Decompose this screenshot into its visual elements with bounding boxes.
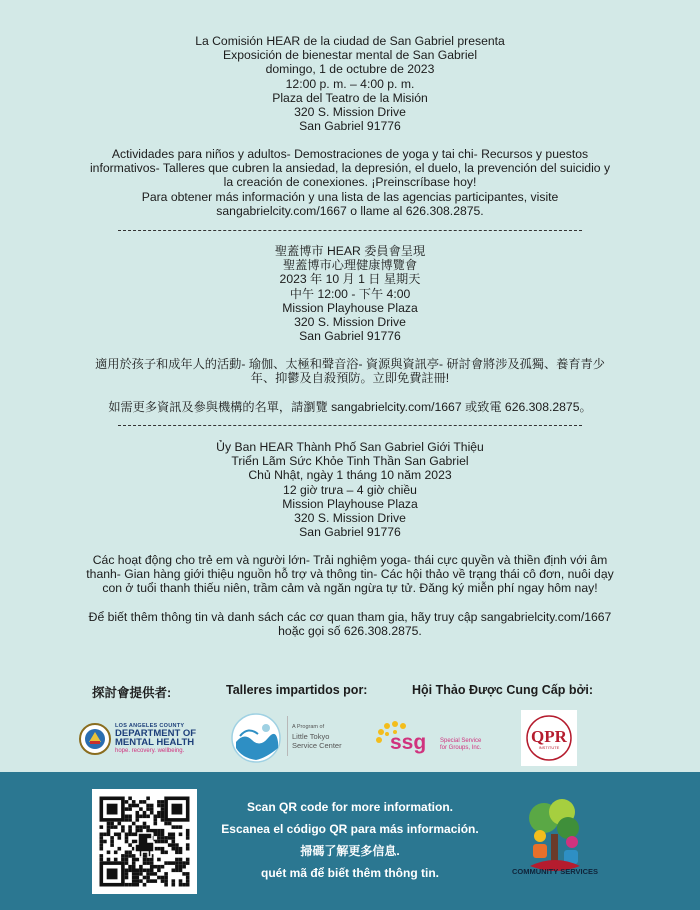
chinese-line: 320 S. Mission Drive: [294, 315, 406, 330]
ssg-wordmark: ssg: [390, 731, 427, 754]
footer-line-english: Scan QR code for more information.: [246, 800, 454, 814]
vietnamese-line: con ở tuổi thanh thiếu niên, trầm cảm và ngăn ngừa tự tử. Đăng ký miễn phí ngay hôm nay!: [102, 581, 598, 596]
spanish-line: Actividades para niños y adultos- Demostraciones de yoga y tai chi- Recursos y puestos: [111, 147, 589, 161]
ltsc-divider: [287, 716, 288, 756]
chinese-line: 聖蓋博市 HEAR 委員會呈現: [274, 244, 426, 258]
chinese-event-body: [0, 357, 700, 385]
vietnamese-line: Ủy Ban HEAR Thành Phố San Gabriel Giới Thiệu: [216, 440, 484, 454]
spanish-line: Plaza del Teatro de la Misión: [272, 90, 428, 105]
credit-label-chinese: 探討會提供者:: [92, 686, 172, 700]
chinese-line: 中午 12:00 - 下午 4:00: [289, 286, 411, 301]
spanish-line: informativos- Talleres que cubren la ansiedad, la depresión, el duelo, la prevención del suicidio y: [89, 161, 611, 176]
spanish-event-body: [0, 147, 700, 218]
dmh-logo: [78, 718, 213, 760]
vietnamese-line: 320 S. Mission Drive: [294, 511, 406, 526]
ltsc-name-line2: Service Center: [292, 741, 342, 750]
spanish-event-header: [0, 34, 700, 133]
qpr-logo: [521, 710, 577, 766]
chinese-line: 聖蓋博市心理健康博覽會: [282, 258, 418, 273]
vietnamese-line: hoặc gọi số 626.308.2875.: [278, 624, 422, 639]
chinese-more-info: [0, 400, 700, 414]
dmh-name-line2: MENTAL HEALTH: [115, 737, 195, 748]
vietnamese-line: Để biết thêm thông tin và danh sách các cơ quan tham gia, hãy truy cập sangabrielcity.com/1667: [88, 610, 612, 624]
footer-line-vietnamese: quét mã để biết thêm thông tin.: [261, 866, 439, 880]
ltsc-program-of: A Program of: [292, 724, 325, 730]
vietnamese-line: Mission Playhouse Plaza: [282, 496, 418, 511]
qpr-wordmark: QPR: [531, 727, 567, 746]
credit-label-spanish: Talleres impartidos por:: [226, 683, 368, 697]
ltsc-name-line1: Little Tokyo: [292, 732, 330, 741]
spanish-line: La Comisión HEAR de la ciudad de San Gabriel presenta: [195, 34, 505, 48]
qpr-institute: INSTITUTE: [538, 745, 560, 750]
chinese-line: San Gabriel 91776: [299, 329, 401, 344]
vietnamese-event-body: [0, 553, 700, 596]
chinese-line: 年、抑鬱及自殺預防。立即免費註冊!: [250, 371, 450, 386]
qr-code-icon: [92, 789, 197, 894]
footer-line-spanish: Escanea el código QR para más información.: [221, 822, 479, 836]
dashed-divider: [118, 425, 582, 426]
vietnamese-line: Chủ Nhật, ngày 1 tháng 10 năm 2023: [248, 468, 452, 483]
vietnamese-line: Các hoạt động cho trẻ em và người lớn- Trải nghiệm yoga- thái cực quyền và thiền định với âm: [92, 553, 608, 567]
dmh-tagline: hope. recovery. wellbeing.: [115, 748, 185, 754]
chinese-line: 2023 年 10 月 1 日 星期天: [279, 272, 421, 287]
wave-circle-icon: [230, 712, 282, 764]
spanish-line: 320 S. Mission Drive: [294, 105, 406, 120]
community-services-logo: [500, 796, 610, 906]
spanish-line: 12:00 p. m. – 4:00 p. m.: [285, 76, 415, 91]
vietnamese-line: 12 giờ trưa – 4 giờ chiều: [283, 482, 417, 497]
dashed-divider: [118, 230, 582, 231]
vietnamese-line: San Gabriel 91776: [299, 525, 401, 540]
ssg-logo: [375, 720, 500, 760]
county-seal-icon: [78, 722, 112, 756]
footer-instructions: [200, 796, 500, 884]
dmh-name-line1: DEPARTMENT OF: [115, 728, 197, 739]
vietnamese-more-info: [0, 610, 700, 638]
vietnamese-event-header: [0, 440, 700, 539]
qr-code[interactable]: [92, 789, 197, 894]
spanish-line: Para obtener más información y una lista de las agencias participantes, visite: [141, 189, 559, 204]
footer-bar: [0, 772, 700, 910]
chinese-line: 適用於孩子和成年人的活動- 瑜伽、太極和聲音浴- 資源與資訊亭- 研討會將涉及孤獨、養育青少: [95, 357, 605, 371]
ssg-name-line1: Special Service: [440, 738, 482, 744]
ltsc-logo: [230, 712, 360, 764]
dmh-county-text: LOS ANGELES COUNTY: [115, 723, 185, 729]
community-services-text: COMMUNITY SERVICES: [512, 867, 598, 876]
spanish-line: sangabrielcity.com/1667 o llame al 626.308.2875.: [216, 203, 484, 218]
spanish-line: la creación de conexiones. ¡Preinscríbase hoy!: [223, 175, 477, 190]
chinese-line: Mission Playhouse Plaza: [282, 300, 418, 315]
chinese-line: 如需更多資訊及參與機構的名單，請瀏覽 sangabrielcity.com/1667 或致電 626.308.2875。: [108, 400, 592, 414]
footer-line-chinese: 掃碼了解更多信息.: [300, 844, 400, 858]
spanish-line: San Gabriel 91776: [299, 119, 401, 134]
vietnamese-line: thanh- Gian hàng giới thiệu nguồn hỗ trợ và thông tin- Các hội thảo về trạng thái cô đơn, nuôi dạy: [86, 567, 614, 582]
ssg-name-line2: for Groups, Inc.: [440, 745, 482, 751]
chinese-event-header: [0, 244, 700, 343]
spanish-line: domingo, 1 de octubre de 2023: [265, 62, 435, 77]
credit-label-vietnamese: Hội Thảo Được Cung Cấp bởi:: [412, 683, 593, 697]
vietnamese-line: Triển Lãm Sức Khỏe Tinh Thần San Gabriel: [231, 454, 469, 469]
spanish-line: Exposición de bienestar mental de San Gabriel: [222, 48, 478, 63]
